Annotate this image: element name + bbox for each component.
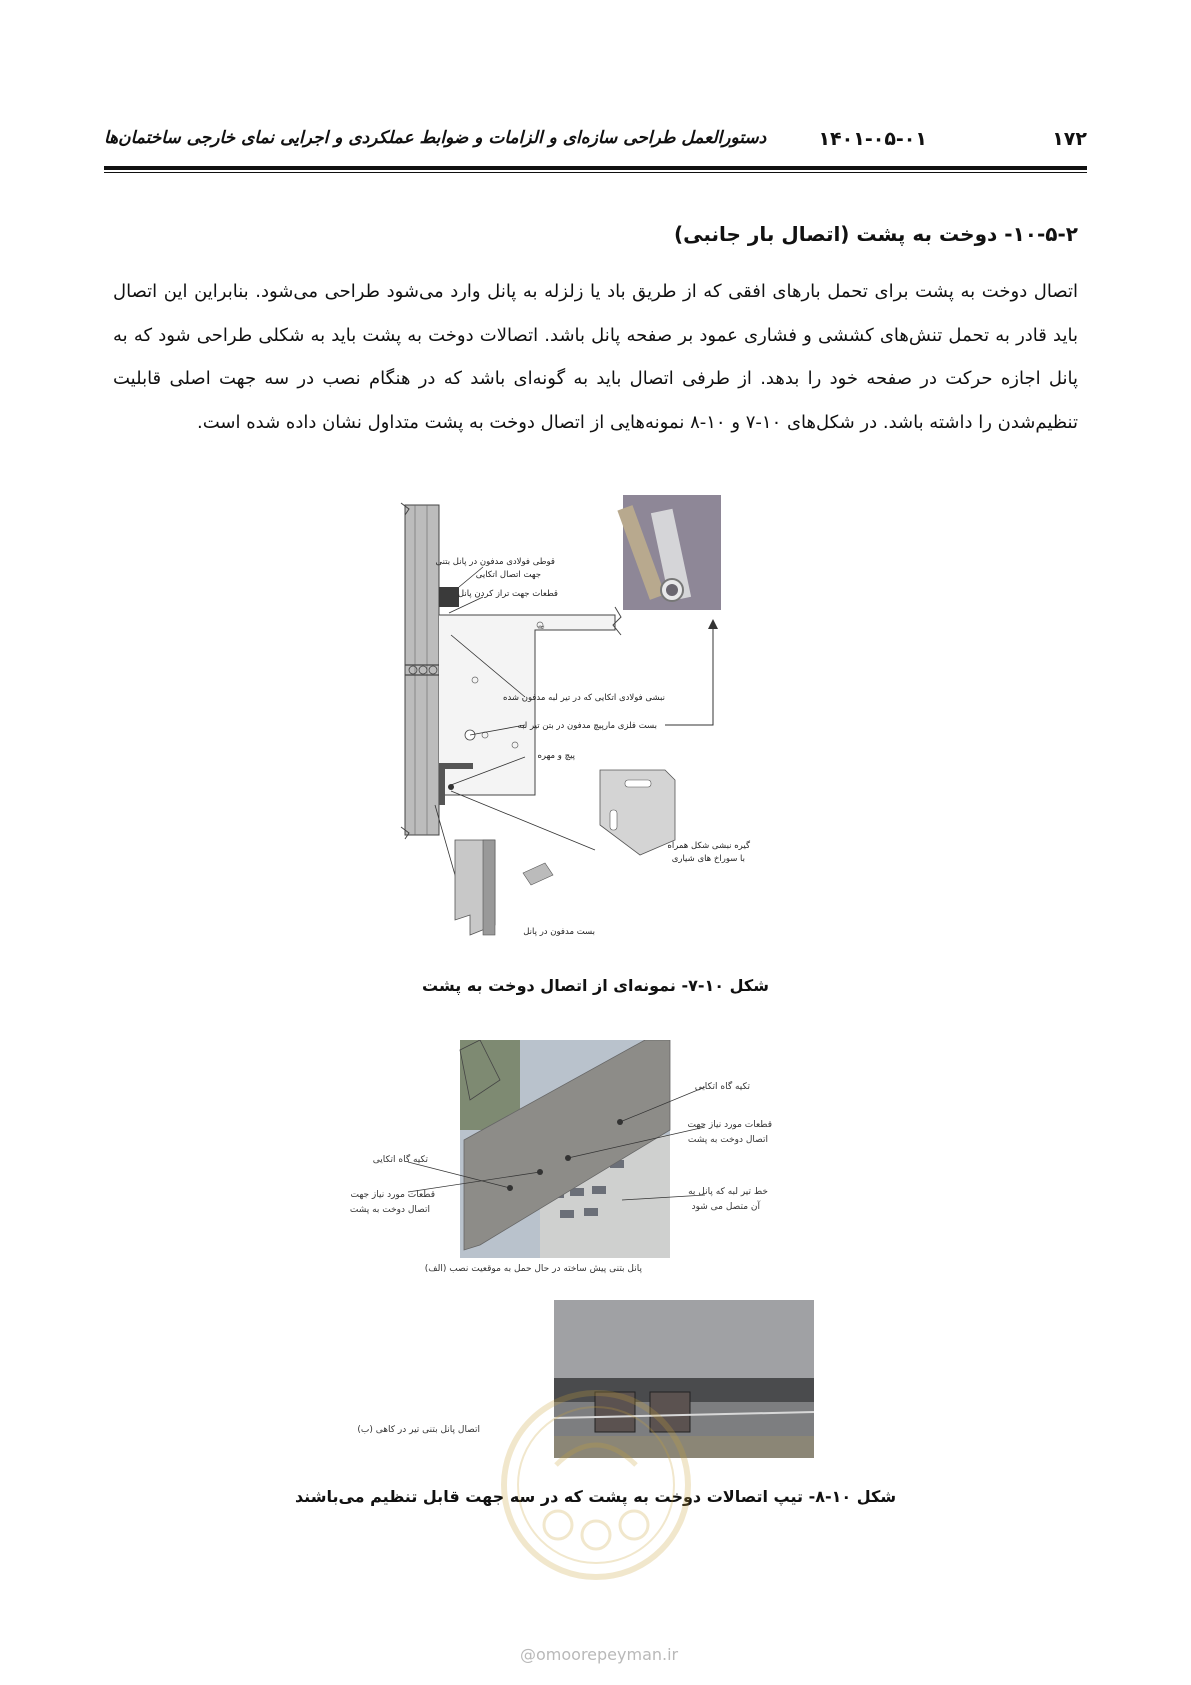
figure-7-caption: شکل ۱۰-۷- نمونه‌ای از اتصال دوخت به پشت	[422, 976, 769, 995]
label-embedded-strap: بست مدفون در پانل	[523, 927, 595, 937]
label-bolt: پیچ و مهره	[537, 751, 575, 761]
label-parts-left-1: قطعات مورد نیاز جهت	[350, 1190, 435, 1200]
label-shims: قطعات جهت تراز کردن پانل	[457, 589, 558, 599]
figure-8a	[349, 1040, 820, 1285]
label-clip-angle: گیره نبشی شکل همراه	[667, 841, 750, 851]
label-angle: نبشی فولادی اتکایی که در تیر لبه مدفون شده	[503, 693, 665, 703]
label-bearing-left: تکیه گاه اتکایی	[372, 1155, 428, 1165]
page-number: ۱۷۲	[1052, 128, 1087, 150]
section-body: اتصال دوخت به پشت برای تحمل بارهای افقی که از طریق باد یا زلزله به پانل وارد می‌شود طراحی می‌شود. بنابراین این اتصال باید قادر به تحمل تنش‌های کششی و فشاری عمود بر صفحه پانل باشد. اتصالات دوخت به پشت باید به شکلی طراحی شود که به پانل اجازه حرکت در صفحه خود را بدهد. از طرفی اتصال باید به گونه‌ای باشد که در هنگام نصب در سه جهت اصلی قابلیت تنظیم‌شدن را داشته باشد. در شکل‌های ۱۰-۷ و ۱۰-۸ نمونه‌هایی از اتصال دوخت به پشت متداول نشان داده شده است.	[113, 281, 1078, 433]
label-sub-a: پانل بتنی پیش ساخته در حال حمل به موقعیت نصب (الف)	[424, 1264, 642, 1274]
figure-7	[375, 495, 795, 960]
header-title: دستورالعمل طراحی سازه‌ای و الزامات و ضوابط عملکردی و اجرایی نمای خارجی ساختمان‌ها	[104, 128, 767, 148]
header-rule-thick	[104, 166, 1087, 170]
panel-lifting-photo	[360, 1040, 820, 1285]
label-edge-beam-1: خط تیر لبه که پانل به	[688, 1187, 768, 1197]
page-header	[104, 128, 1087, 160]
label-parts-right-1: قطعات مورد نیاز جهت	[687, 1120, 772, 1130]
watermark-site: @omoorepeyman.ir	[520, 1645, 679, 1664]
label-embedded-tube: قوطی فولادی مدفون در پانل بتنی	[435, 557, 555, 567]
label-parts-left-2: اتصال دوخت به پشت	[349, 1205, 430, 1215]
figure-8-caption: شکل ۱۰-۸- تیپ اتصالات دوخت به پشت که در سه جهت قابل تنظیم می‌باشند	[294, 1487, 897, 1506]
watermark-seal-icon	[496, 1385, 696, 1585]
label-sub-b: اتصال پانل بتنی تیر در کاهی (ب)	[357, 1425, 480, 1435]
label-edge-beam-2: آن متصل می شود	[691, 1202, 760, 1212]
svg-text:≈: ≈	[537, 623, 545, 633]
label-spiral-strap: بست فلزی مارپیچ مدفون در بتن تیر لبه	[517, 721, 657, 731]
label-slotted: با سوراخ های شیاری	[671, 854, 745, 864]
label-parts-right-2: اتصال دوخت به پشت	[687, 1135, 768, 1145]
label-tube-purpose: جهت اتصال اتکایی	[475, 570, 541, 580]
section-heading: ۱۰-۵-۲- دوخت به پشت (اتصال بار جانبی)	[673, 222, 1078, 246]
header-rule-thin	[104, 172, 1087, 173]
header-date: ۱۴۰۱-۰۵-۰۱	[818, 128, 927, 150]
label-bearing-right: تکیه گاه اتکایی	[694, 1082, 750, 1092]
